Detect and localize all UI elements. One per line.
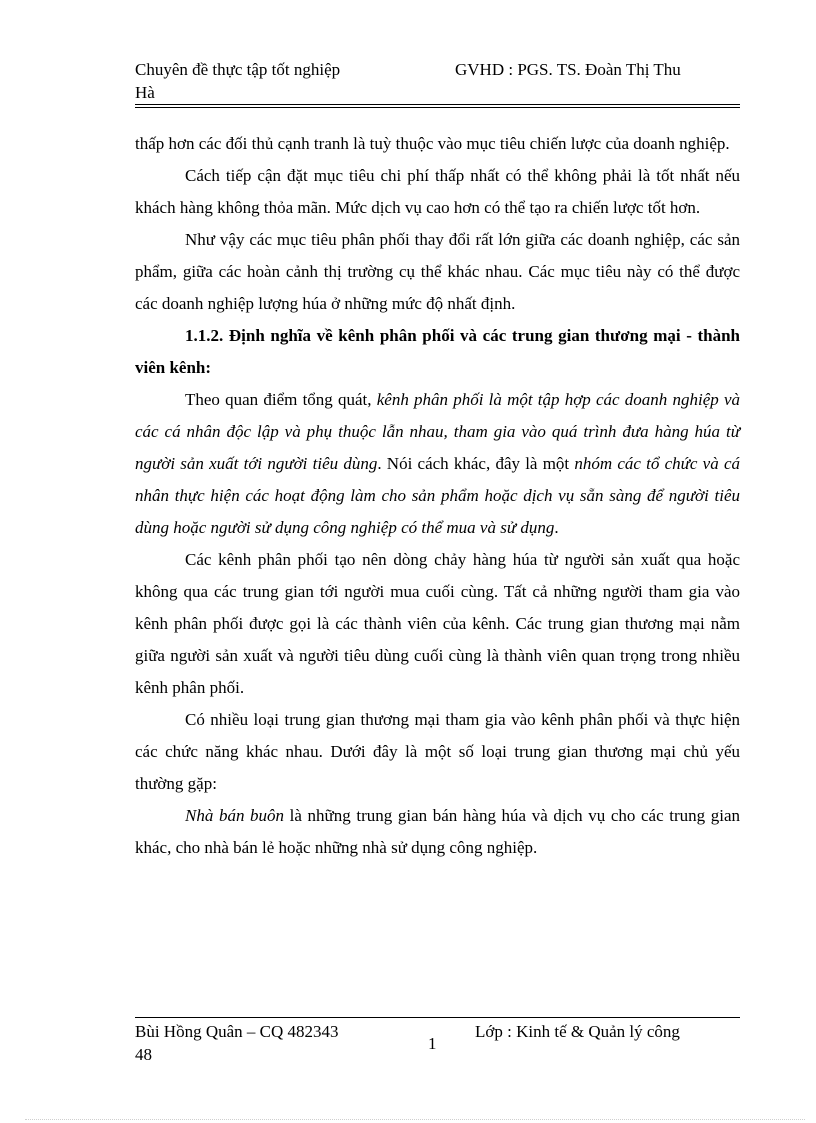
p4-definition-italic: kênh phân phối là một tập hợp các doanh nghiệp và các cá nhân độc lập và phụ thuộc lẫn nhau, tham gia vào quá trình đưa hàng húa từ người sản xuất tới người tiêu dùng bbox=[135, 390, 740, 473]
header-supervisor-continuation: Hà bbox=[135, 83, 155, 102]
document-body bbox=[135, 128, 740, 864]
footer-class: Lớp : Kinh tế & Quản lý công bbox=[475, 1022, 680, 1041]
p4-definition-italic-2: nhóm các tổ chức và cá nhân thực hiện các hoạt động làm cho sản phẩm hoặc dịch vụ sẵn sàng để người tiêu dùng hoặc người sử dụng công nghiệp có thể mua và sử dụng bbox=[135, 454, 740, 537]
footer-rule bbox=[135, 1017, 740, 1018]
footer-page-number: 1 bbox=[428, 1034, 437, 1053]
paragraph-3: Như vậy các mục tiêu phân phối thay đổi rất lớn giữa các doanh nghiệp, các sản phẩm, giữa các hoàn cảnh thị trường cụ thể khác nhau. Các mục tiêu này có thể được các doanh nghiệp lượng húa ở những mức độ nhất định. bbox=[135, 230, 740, 313]
p4-text-1: Theo quan điểm tổng quát, bbox=[185, 390, 377, 409]
footer-author-continuation: 48 bbox=[135, 1045, 152, 1064]
p7-text: là những trung gian bán hàng húa và dịch vụ cho các trung gian khác, cho nhà bán lẻ hoặc những nhà sử dụng công nghiệp. bbox=[135, 806, 740, 857]
p4-text-2: . Nói cách khác, đây là một bbox=[377, 454, 575, 473]
paragraph-4 bbox=[135, 384, 740, 544]
paragraph-6: Có nhiều loại trung gian thương mại tham gia vào kênh phân phối và thực hiện các chức năng khác nhau. Dưới đây là một số loại trung gian thương mại chủ yếu thường gặp: bbox=[135, 710, 740, 793]
header-supervisor: GVHD : PGS. TS. Đoàn Thị Thu bbox=[455, 60, 681, 79]
paragraph-7 bbox=[135, 800, 740, 864]
footer-author: Bùi Hồng Quân – CQ 482343 bbox=[135, 1022, 339, 1041]
section-heading: 1.1.2. Định nghĩa về kênh phân phối và các trung gian thương mại - thành viên kênh: bbox=[135, 326, 740, 377]
page-bottom-dotted-line bbox=[25, 1119, 805, 1120]
paragraph-5: Các kênh phân phối tạo nên dòng chảy hàng húa từ người sản xuất qua hoặc không qua các trung gian tới người mua cuối cùng. Tất cả những người tham gia vào kênh phân phối được gọi là các thành viên của kênh. Các trung gian thương mại nằm giữa người sản xuất và người tiêu dùng cuối cùng là thành viên quan trọng trong nhiều kênh phân phối. bbox=[135, 550, 740, 697]
header-rule-bottom bbox=[135, 107, 740, 108]
paragraph-2: Cách tiếp cận đặt mục tiêu chi phí thấp nhất có thể không phải là tốt nhất nếu khách hàng không thỏa mãn. Mức dịch vụ cao hơn có thể tạo ra chiến lược tốt hơn. bbox=[135, 166, 740, 217]
p4-text-3: . bbox=[554, 518, 559, 537]
p7-term-italic: Nhà bán buôn bbox=[185, 806, 285, 825]
header-rule-top bbox=[135, 104, 740, 105]
header-document-title: Chuyên đề thực tập tốt nghiệp bbox=[135, 60, 341, 79]
paragraph-1: thấp hơn các đối thủ cạnh tranh là tuỳ thuộc vào mục tiêu chiến lược của doanh nghiệp. bbox=[135, 134, 730, 153]
